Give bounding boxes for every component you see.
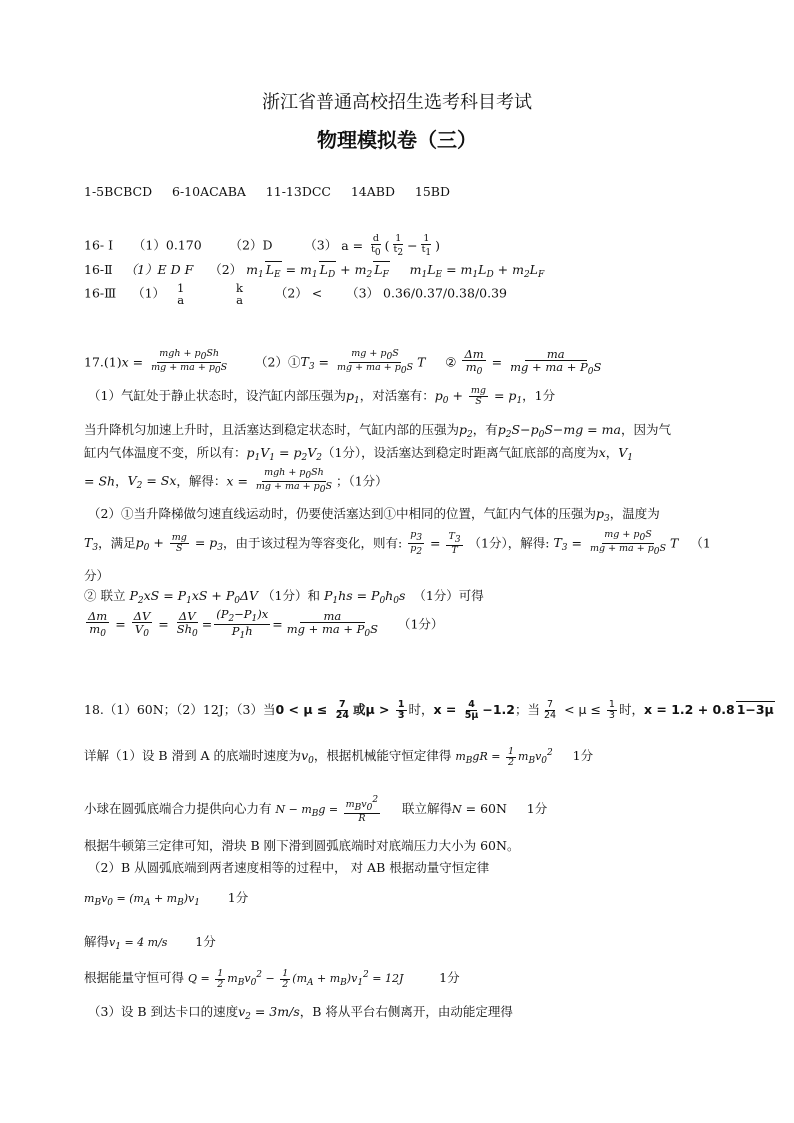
q16-iii-row: 16-Ⅲ （1） 1 a k a （2） < （3） 0.36/0.37/0.38/0.39	[84, 281, 507, 308]
q18-d2: 小球在圆弧底端合力提供向心力有 $N - m_Bg$ = $\frac{\text{mBv02}}{R}$ 联立解得N = 60N 1分	[84, 795, 548, 825]
q17-s6: $T_3$，满足$p_0$ + $\frac{mg}{S}$ = $p_3$，由于该过程为等容变化，则有: $\frac{p3}{p2}$ = $\frac{T3}{T}$ （1分），解得: $T_3$ = $\frac{mg + p0S}{mg + ma + p0S}$ T （1	[84, 529, 711, 558]
choice-answers	[84, 184, 450, 199]
q18-d5: $m_Bv_0 = (m_A + m_B)v_1$ 1分	[84, 890, 249, 908]
q17-s4: = Sh，$V_2 = Sx$，解得：x = $\frac{\text{mgh + p0Sh}}{mg + ma + p0S}$ ；（1分）	[84, 467, 388, 496]
page-title: 浙江省普通高校招生选考科目考试	[262, 92, 532, 113]
page-subtitle: 物理模拟卷（三）	[317, 128, 477, 152]
choice-answer-group: 1-5BCBCD	[84, 184, 153, 199]
q18-d3: 根据牛顿第三定律可知，滑块 B 刚下滑到圆弧底端时对底端压力大小为 60N。	[84, 838, 520, 853]
q17-s9: $\frac{\Delta m}{m_0}$ = $\frac{\Delta V}{V_0}$ = $\frac{\Delta V}{Sh_0}$ = $\frac{(P_2-P_1)x}{P_1h}$ = $\frac{ma}{mg + ma + P_0S}$ （1分）	[88, 607, 444, 642]
q18-summary: 18.（1）60N；（2）12J；（3）当0 < μ ≤ $\frac{7}{24}$ 或μ > $\frac{1}{3}$ 时，x = $\frac{4}{5\mu}$ −1.2；当 $\frac{7}{24}$ < μ ≤ $\frac{1}{3}$ 时，x = 1.2 + 0.8 1−3μ	[84, 699, 774, 721]
choice-answer-group: 15BD	[414, 184, 450, 199]
q18-d4: （2）B 从圆弧底端到两者速度相等的过程中， 对 AB 根据动量守恒定律	[88, 860, 490, 875]
choice-answer-group: 6-10ACABA	[172, 184, 246, 199]
q17-s3: 缸内气体温度不变，所以有：$p_1V_1 = p_2V_2(1$分），设活塞达到稳定时距离气缸底部的高度为x，$V_1$	[84, 445, 634, 463]
q16-ii-row: 16-Ⅱ （1）E D F （2） $m_1$ $L_E = m_1$ $L_D + m_2$ $L_F$ $m_1L_E = m_1L_D + m_2L_F$	[84, 262, 545, 280]
q17-s8: ② 联立 $P_2xS = P_1xS + P_0\Delta V$ （1分）和 $P_1hs = P_0h_0s$ （1分）可得	[84, 588, 484, 606]
choice-answer-group: 11-13DCC	[265, 184, 331, 199]
q18-d6: 解得$v_1 = 4$ m/s 1分	[84, 934, 216, 952]
q17-answer-row: 17.(1)x = $\frac{\text{mgh + p0Sh}}{mg + ma + p0S}$ $(2)①T_3$ = $\frac{mg + p0S}{mg + ma + p0S}$ T ② $\frac{\Delta m}{m_0}$ = $\frac{ma}{mg + ma + P_0S}$	[84, 347, 602, 378]
formula-momentum-linear: $m_1L_E = m_1L_D + m_2L_F$	[409, 262, 545, 280]
q18-d7: 根据能量守恒可得 Q = $\frac{1}{2}$ $m_Bv_0^2$ − $\frac{1}{2}$ $(m_A + m_B)v_1^2 = 12J$ 1分	[84, 967, 460, 990]
formula-momentum-sqrt: $m_1$ $L_E = m_1$ $L_D + m_2$ $L_F$	[246, 262, 389, 280]
q17-s5: （2）①当升降梯做匀速直线运动时，仍要使活塞达到①中相同的位置，气缸内气体的压强为$p_3$，温度为	[88, 506, 660, 524]
q18-d8: （3）设 B 到达卡口的速度$v_2 = 3m/s$，B 将从平台右侧离开，由动能定理得	[88, 1004, 513, 1022]
q16-i-row: 16- I （1）0.170 （2）D （3） a = $\frac{d}{t0}$ ( $\frac{1}{t2}$ − $\frac{1}{t1}$ )	[84, 233, 441, 258]
q17-s7: 分）	[84, 568, 110, 583]
q17-s2: 当升降机匀加速上升时，且活塞达到稳定状态时，气缸内部的压强为$p_2$，有$p_2S-p_0S-mg$ = ma，因为气	[84, 422, 671, 440]
formula-a: a = $\frac{d}{t0}$ ( $\frac{1}{t2}$ − $\frac{1}{t1}$ )	[341, 233, 441, 258]
fraction-1-over-a: 1 a	[177, 281, 185, 308]
choice-answer-group: 14ABD	[350, 184, 395, 199]
q18-d1: 详解（1）设 B 滑到 A 的底端时速度为$v_0$，根据机械能守恒定律得 $m_BgR$ = $\frac{1}{2}$ $m_Bv_0^2$ 1分	[84, 745, 594, 768]
fraction-k-over-a: k a	[236, 281, 244, 308]
q17-s1: （1）气缸处于静止状态时，设汽缸内部压强为$p_1$，对活塞有：$p_0$ + $\frac{mg}{S}$ = $p_1$，1分	[88, 385, 556, 407]
